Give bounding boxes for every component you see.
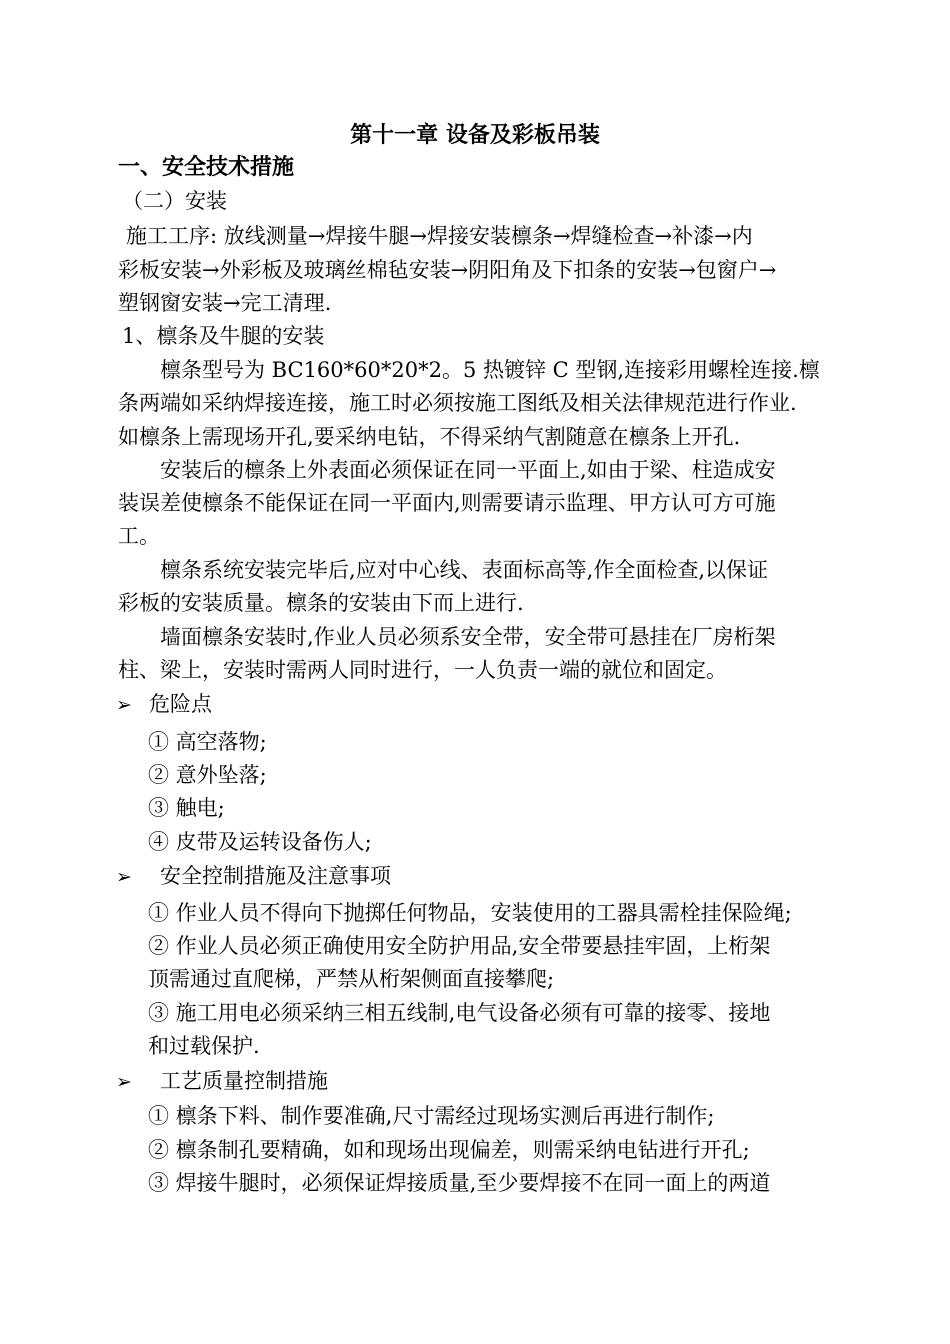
bullet-arrow-icon: ➢ xyxy=(116,694,132,716)
quality-line: ② 檩条制孔要精确，如和现场出现偏差，则需采纳电钻进行开孔; xyxy=(148,1138,750,1162)
safety-line: ② 作业人员必须正确使用安全防护用品,安全带要悬挂牢固，上桁架 xyxy=(148,934,771,958)
quality-line: ① 檩条下料、制作要准确,尺寸需经过现场实测后再进行制作; xyxy=(148,1104,715,1128)
para2-line-2: 装误差使檩条不能保证在同一平面内,则需要请示监理、甲方认可方可施 xyxy=(118,491,776,515)
safety-line: ① 作业人员不得向下抛掷任何物品，安装使用的工器具需栓挂保险绳; xyxy=(148,901,792,925)
safety-heading: 安全控制措施及注意事项 xyxy=(160,864,391,888)
para2-line-1: 安装后的檩条上外表面必须保证在同一平面上,如由于梁、柱造成安 xyxy=(160,458,776,482)
para3-line-1: 檩条系统安装完毕后,应对中心线、表面标高等,作全面检查,以保证 xyxy=(160,558,769,582)
process-line-1: 施工工序: 放线测量→焊接牛腿→焊接安装檩条→焊缝检查→补漆→内 xyxy=(126,224,753,248)
section-heading: 一、安全技术措施 xyxy=(118,155,295,180)
chapter-title: 第十一章 设备及彩板吊装 xyxy=(350,123,600,148)
danger-item: ④ 皮带及运转设备伤人; xyxy=(148,830,372,854)
para2-line-3: 工。 xyxy=(118,524,160,548)
bullet-arrow-icon: ➢ xyxy=(116,1071,132,1093)
safety-line: 和过载保护. xyxy=(148,1034,260,1058)
danger-item: ③ 触电; xyxy=(148,796,225,820)
para1-line-3: 如檩条上需现场开孔,要采纳电钻，不得采纳气割随意在檩条上开孔. xyxy=(118,425,741,449)
process-line-2: 彩板安装→外彩板及玻璃丝棉毡安装→阴阳角及下扣条的安装→包窗户→ xyxy=(118,258,777,282)
subsection-heading: （二）安装 xyxy=(122,189,227,213)
danger-item: ② 意外坠落; xyxy=(148,763,267,787)
para4-line-1: 墙面檩条安装时,作业人员必须系安全带，安全带可悬挂在厂房桁架 xyxy=(160,625,776,649)
safety-line: ③ 施工用电必须采纳三相五线制,电气设备必须有可靠的接零、接地 xyxy=(148,1001,771,1025)
danger-item: ① 高空落物; xyxy=(148,730,267,754)
bullet-arrow-icon: ➢ xyxy=(116,866,132,888)
safety-line: 顶需通过直爬梯，严禁从桁架侧面直接攀爬; xyxy=(148,967,555,991)
quality-line: ③ 焊接牛腿时，必须保证焊接质量,至少要焊接不在同一面上的两道 xyxy=(148,1171,771,1195)
process-line-3: 塑钢窗安装→完工清理. xyxy=(118,291,332,315)
danger-heading: 危险点 xyxy=(149,692,212,716)
para1-line-1: 檩条型号为 BC160*60*20*2。5 热镀锌 C 型钢,连接彩用螺栓连接.檩 xyxy=(160,358,820,382)
para1-line-2: 条两端如采纳焊接连接，施工时必须按施工图纸及相关法律规范进行作业. xyxy=(118,391,797,415)
quality-heading: 工艺质量控制措施 xyxy=(160,1069,328,1093)
para3-line-2: 彩板的安装质量。檩条的安装由下而上进行. xyxy=(118,591,524,615)
para4-line-2: 柱、梁上，安装时需两人同时进行，一人负责一端的就位和固定。 xyxy=(118,658,727,682)
item-heading: 1、檩条及牛腿的安装 xyxy=(122,324,325,348)
